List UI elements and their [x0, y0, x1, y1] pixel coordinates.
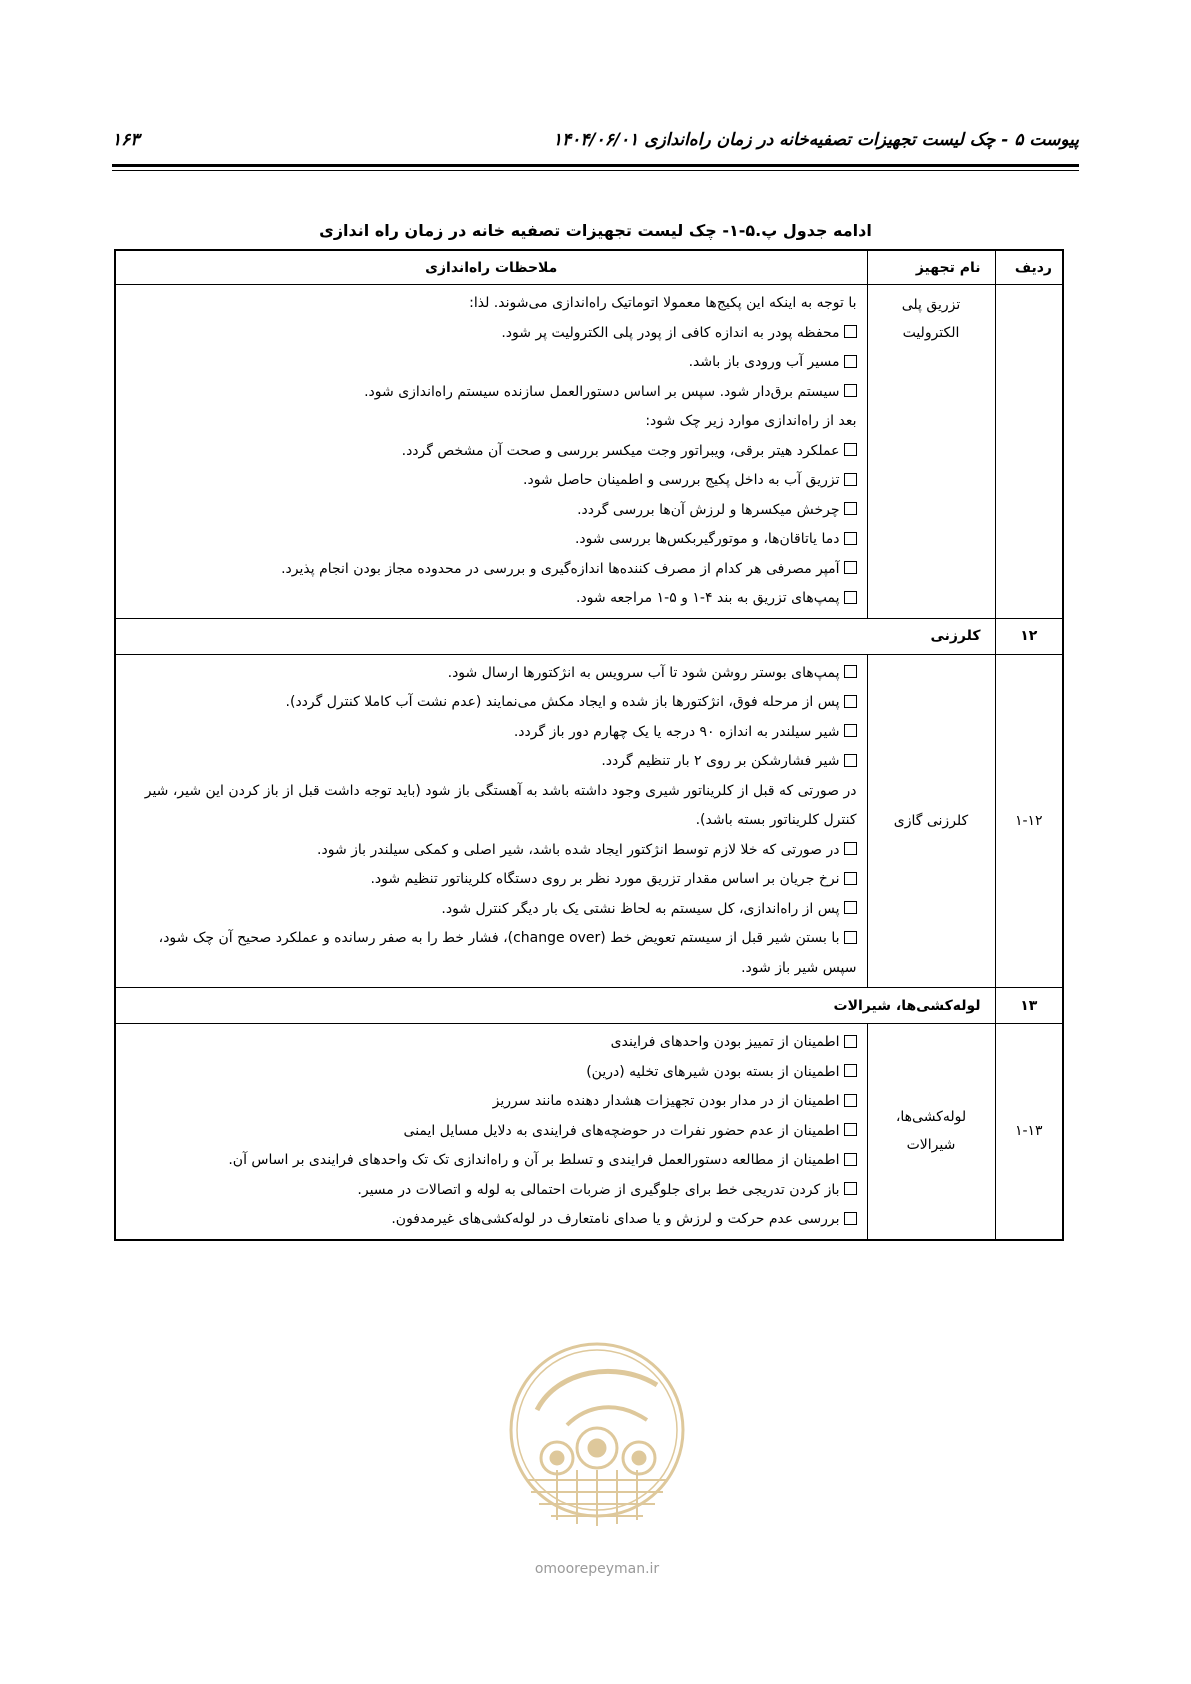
- note-line: در صورتی که قبل از کلریناتور شیری وجود داشته باشد به آهستگی باز شود (باید توجه داشت قبل از باز کردن این شیر، شیر کنترل کلریناتور بسته باشد).: [144, 782, 857, 828]
- checkbox-icon[interactable]: [844, 695, 857, 708]
- watermark-site-text: omoorepeyman.ir: [534, 1561, 660, 1577]
- checkbox-icon[interactable]: [844, 1153, 857, 1166]
- page-number: ۱۶۳: [112, 130, 140, 150]
- checklist-table: [114, 249, 1064, 1241]
- checklist-item: مسیر آب ورودی باز باشد.: [124, 348, 857, 378]
- table-header-row: [115, 250, 1063, 285]
- checkbox-icon[interactable]: [844, 1094, 857, 1107]
- section-title: لوله‌کشی‌ها، شیرالات: [115, 988, 995, 1024]
- gear-seal-icon: [497, 1330, 697, 1550]
- section-row-chlorination: [115, 618, 1063, 654]
- table-caption: ادامه جدول پ.۵-۱- چک لیست تجهیزات تصفیه خانه در زمان راه اندازی: [319, 221, 872, 240]
- checkbox-icon[interactable]: [844, 473, 857, 486]
- checkbox-icon[interactable]: [844, 502, 857, 515]
- header-row-number: ردیف: [995, 250, 1063, 285]
- checklist-item: آمپر مصرفی هر کدام از مصرف کننده‌ها اندازه‌گیری و بررسی در محدوده مجاز بودن انجام پذیرد.: [124, 555, 857, 585]
- checkbox-icon[interactable]: [844, 1035, 857, 1048]
- section-title: کلرزنی: [115, 618, 995, 654]
- startup-notes-polyelectrolyte: [115, 285, 867, 619]
- checkbox-icon[interactable]: [844, 355, 857, 368]
- equipment-name-line: تزریق پلی: [901, 297, 961, 313]
- checklist-item: پمپ‌های تزریق به بند ۴-۱ و ۵-۱ مراجعه شود.: [124, 584, 857, 614]
- checklist-item: اطمینان از عدم حضور نفرات در حوضچه‌های فرایندی به دلایل مسایل ایمنی: [124, 1117, 857, 1147]
- row-number: [995, 285, 1063, 619]
- checklist-item: پس از راه‌اندازی، کل سیستم به لحاظ نشتی یک بار دیگر کنترل شود.: [124, 895, 857, 925]
- checkbox-icon[interactable]: [844, 443, 857, 456]
- watermark-logo: [497, 1330, 697, 1550]
- note-line: بعد از راه‌اندازی موارد زیر چک شود:: [645, 413, 857, 429]
- header-title: پیوست ۵ - چک لیست تجهیزات تصفیه‌خانه در زمان راه‌اندازی ۱۴۰۴/۰۶/۰۱: [552, 130, 1079, 150]
- section-row-piping: [115, 988, 1063, 1024]
- checklist-item: اطمینان از تمییز بودن واحدهای فرایندی: [124, 1028, 857, 1058]
- checklist-item: سیستم برق‌دار شود. سپس بر اساس دستورالعمل سازنده سیستم راه‌اندازی شود.: [124, 378, 857, 408]
- checkbox-icon[interactable]: [844, 872, 857, 885]
- checklist-item: پمپ‌های بوستر روشن شود تا آب سرویس به انژکتورها ارسال شود.: [124, 659, 857, 689]
- header-rule-thin: [112, 170, 1079, 171]
- section-number: ۱۲: [995, 618, 1063, 654]
- page-header: [112, 126, 1079, 166]
- table-row-gas-chlorination: [115, 654, 1063, 988]
- checklist-item: اطمینان از مطالعه دستورالعمل فرایندی و تسلط بر آن و راه‌اندازی تک تک واحدهای فرایندی بر اساس آن.: [124, 1146, 857, 1176]
- checklist-item: با بستن شیر قبل از سیستم تعویض خط (change over)، فشار خط را به صفر رسانده و عملکرد صحیح آن چک شود، سپس شیر باز شود.: [158, 930, 857, 976]
- checkbox-icon[interactable]: [844, 384, 857, 397]
- checklist-item: شیر سیلندر به اندازه ۹۰ درجه یا یک چهارم دور باز گردد.: [124, 718, 857, 748]
- checkbox-icon[interactable]: [844, 325, 857, 338]
- checklist-item: تزریق آب به داخل پکیج بررسی و اطمینان حاصل شود.: [124, 466, 857, 496]
- checklist-item: در صورتی که خلا لازم توسط انژکتور ایجاد شده باشد، شیر اصلی و کمکی سیلندر باز شود.: [124, 836, 857, 866]
- checkbox-icon[interactable]: [844, 1123, 857, 1136]
- checkbox-icon[interactable]: [844, 724, 857, 737]
- row-number: ۱-۱۳: [995, 1024, 1063, 1240]
- header-rule-thick: [112, 164, 1079, 167]
- checklist-item: اطمینان از در مدار بودن تجهیزات هشدار دهنده مانند سرریز: [124, 1087, 857, 1117]
- equipment-name-line: لوله‌کشی‌ها،: [895, 1109, 967, 1126]
- note-line: با توجه به اینکه این پکیج‌ها معمولا اتوماتیک راه‌اندازی می‌شوند. لذا:: [469, 295, 857, 311]
- checkbox-icon[interactable]: [844, 591, 857, 604]
- checkbox-icon[interactable]: [844, 665, 857, 678]
- checklist-item: دما یاتاقان‌ها، و موتورگیربکس‌ها بررسی شود.: [124, 525, 857, 555]
- checklist-item: باز کردن تدریجی خط برای جلوگیری از ضربات احتمالی به لوله و اتصالات در مسیر.: [124, 1176, 857, 1206]
- checklist-item: پس از مرحله فوق، انژکتورها باز شده و ایجاد مکش می‌نمایند (عدم نشت آب کاملا کنترل گردد).: [124, 688, 857, 718]
- checkbox-icon[interactable]: [844, 561, 857, 574]
- checkbox-icon[interactable]: [844, 842, 857, 855]
- checklist-item: محفظه پودر به اندازه کافی از پودر پلی الکترولیت پر شود.: [124, 319, 857, 349]
- checkbox-icon[interactable]: [844, 901, 857, 914]
- checkbox-icon[interactable]: [844, 1182, 857, 1195]
- table-row-piping-valves: [115, 1024, 1063, 1240]
- checkbox-icon[interactable]: [844, 1212, 857, 1225]
- section-number: ۱۳: [995, 988, 1063, 1024]
- header-equipment-name: نام تجهیز: [867, 250, 995, 285]
- checkbox-icon[interactable]: [844, 931, 857, 944]
- equipment-name-line: الکترولیت: [902, 325, 960, 341]
- checklist-item: شیر فشارشکن بر روی ۲ بار تنظیم گردد.: [124, 747, 857, 777]
- table-row-polyelectrolyte: [115, 285, 1063, 619]
- equipment-name-piping-valves: [867, 1024, 995, 1240]
- checklist-item: اطمینان از بسته بودن شیرهای تخلیه (درین): [124, 1058, 857, 1088]
- startup-notes-piping-valves: [115, 1024, 867, 1240]
- equipment-name-polyelectrolyte: [867, 285, 995, 619]
- checkbox-icon[interactable]: [844, 1064, 857, 1077]
- checklist-item: بررسی عدم حرکت و لرزش و یا صدای نامتعارف در لوله‌کشی‌های غیرمدفون.: [124, 1205, 857, 1235]
- checklist-item: چرخش میکسرها و لرزش آن‌ها بررسی گردد.: [124, 496, 857, 526]
- header-startup-notes: ملاحظات راه‌اندازی: [115, 250, 867, 285]
- equipment-name-line: شیرالات: [906, 1137, 956, 1154]
- row-number: ۱-۱۲: [995, 654, 1063, 988]
- equipment-name-gas-chlorination: کلرزنی گازی: [867, 654, 995, 988]
- startup-notes-gas-chlorination: [115, 654, 867, 988]
- checkbox-icon[interactable]: [844, 532, 857, 545]
- checkbox-icon[interactable]: [844, 754, 857, 767]
- checklist-item: عملکرد هیتر برقی، ویبراتور وجت میکسر بررسی و صحت آن مشخص گردد.: [124, 437, 857, 467]
- checklist-item: نرخ جریان بر اساس مقدار تزریق مورد نظر بر روی دستگاه کلریناتور تنظیم شود.: [124, 865, 857, 895]
